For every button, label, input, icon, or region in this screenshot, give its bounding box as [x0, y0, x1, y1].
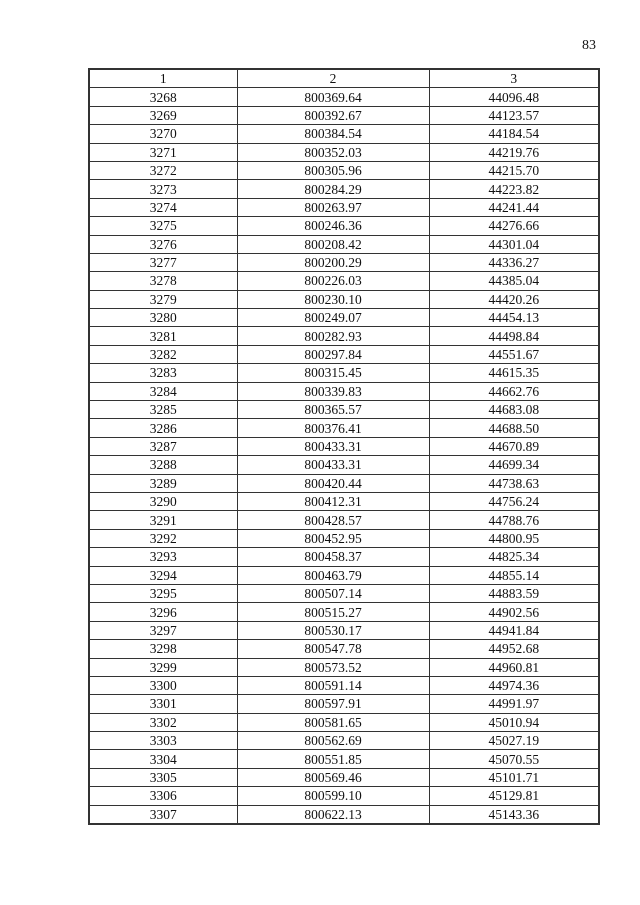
x-coordinate-cell: 800369.64: [237, 88, 429, 106]
y-coordinate-cell: 44184.54: [429, 125, 599, 143]
point-number-cell: 3294: [89, 566, 237, 584]
table-row: [89, 217, 599, 235]
table-row: [89, 621, 599, 639]
point-number-cell: 3278: [89, 272, 237, 290]
table-row: [89, 474, 599, 492]
y-coordinate-cell: 45101.71: [429, 768, 599, 786]
point-number-cell: 3289: [89, 474, 237, 492]
table-row: [89, 382, 599, 400]
point-number-cell: 3306: [89, 787, 237, 805]
point-number-cell: 3291: [89, 511, 237, 529]
point-number-cell: 3281: [89, 327, 237, 345]
y-coordinate-cell: 45143.36: [429, 805, 599, 824]
point-number-cell: 3299: [89, 658, 237, 676]
y-coordinate-cell: 44336.27: [429, 253, 599, 271]
table-row: [89, 401, 599, 419]
x-coordinate-cell: 800530.17: [237, 621, 429, 639]
point-number-cell: 3268: [89, 88, 237, 106]
table-row: [89, 345, 599, 363]
y-coordinate-cell: 44738.63: [429, 474, 599, 492]
table-body: [89, 88, 599, 824]
table-row: [89, 290, 599, 308]
x-coordinate-cell: 800452.95: [237, 529, 429, 547]
table-row: [89, 584, 599, 602]
x-coordinate-cell: 800384.54: [237, 125, 429, 143]
table-row: [89, 768, 599, 786]
page-number: 83: [582, 38, 596, 53]
x-coordinate-cell: 800428.57: [237, 511, 429, 529]
x-coordinate-cell: 800297.84: [237, 345, 429, 363]
x-coordinate-cell: 800339.83: [237, 382, 429, 400]
point-number-cell: 3295: [89, 584, 237, 602]
y-coordinate-cell: 45129.81: [429, 787, 599, 805]
x-coordinate-cell: 800569.46: [237, 768, 429, 786]
point-number-cell: 3296: [89, 603, 237, 621]
table-row: [89, 603, 599, 621]
y-coordinate-cell: 45070.55: [429, 750, 599, 768]
table-row: [89, 235, 599, 253]
column-header-2: 2: [237, 69, 429, 88]
table-row: [89, 492, 599, 510]
point-number-cell: 3303: [89, 732, 237, 750]
y-coordinate-cell: 45027.19: [429, 732, 599, 750]
table-row: [89, 125, 599, 143]
x-coordinate-cell: 800263.97: [237, 198, 429, 216]
y-coordinate-cell: 44454.13: [429, 309, 599, 327]
point-number-cell: 3272: [89, 161, 237, 179]
table-row: [89, 787, 599, 805]
y-coordinate-cell: 44699.34: [429, 456, 599, 474]
point-number-cell: 3271: [89, 143, 237, 161]
table-row: [89, 180, 599, 198]
y-coordinate-cell: 44301.04: [429, 235, 599, 253]
y-coordinate-cell: 44960.81: [429, 658, 599, 676]
x-coordinate-cell: 800208.42: [237, 235, 429, 253]
point-number-cell: 3282: [89, 345, 237, 363]
y-coordinate-cell: 44498.84: [429, 327, 599, 345]
point-number-cell: 3305: [89, 768, 237, 786]
x-coordinate-cell: 800551.85: [237, 750, 429, 768]
y-coordinate-cell: 44941.84: [429, 621, 599, 639]
x-coordinate-cell: 800282.93: [237, 327, 429, 345]
y-coordinate-cell: 45010.94: [429, 713, 599, 731]
y-coordinate-cell: 44683.08: [429, 401, 599, 419]
x-coordinate-cell: 800581.65: [237, 713, 429, 731]
table-row: [89, 805, 599, 824]
point-number-cell: 3301: [89, 695, 237, 713]
table-row: [89, 713, 599, 731]
y-coordinate-cell: 44385.04: [429, 272, 599, 290]
y-coordinate-cell: 44902.56: [429, 603, 599, 621]
table-row: [89, 198, 599, 216]
y-coordinate-cell: 44215.70: [429, 161, 599, 179]
x-coordinate-cell: 800562.69: [237, 732, 429, 750]
point-number-cell: 3275: [89, 217, 237, 235]
point-number-cell: 3283: [89, 364, 237, 382]
table-row: [89, 88, 599, 106]
table-row: [89, 161, 599, 179]
y-coordinate-cell: 44223.82: [429, 180, 599, 198]
point-number-cell: 3292: [89, 529, 237, 547]
x-coordinate-cell: 800365.57: [237, 401, 429, 419]
x-coordinate-cell: 800433.31: [237, 437, 429, 455]
y-coordinate-cell: 44241.44: [429, 198, 599, 216]
column-header-3: 3: [429, 69, 599, 88]
x-coordinate-cell: 800200.29: [237, 253, 429, 271]
table-row: [89, 272, 599, 290]
y-coordinate-cell: 44123.57: [429, 106, 599, 124]
table-row: [89, 566, 599, 584]
table-row: [89, 456, 599, 474]
y-coordinate-cell: 44688.50: [429, 419, 599, 437]
y-coordinate-cell: 44991.97: [429, 695, 599, 713]
table-row: [89, 106, 599, 124]
column-header-1: 1: [89, 69, 237, 88]
y-coordinate-cell: 44662.76: [429, 382, 599, 400]
point-number-cell: 3280: [89, 309, 237, 327]
x-coordinate-cell: 800249.07: [237, 309, 429, 327]
point-number-cell: 3298: [89, 640, 237, 658]
point-number-cell: 3304: [89, 750, 237, 768]
x-coordinate-cell: 800315.45: [237, 364, 429, 382]
x-coordinate-cell: 800352.03: [237, 143, 429, 161]
point-number-cell: 3276: [89, 235, 237, 253]
x-coordinate-cell: 800420.44: [237, 474, 429, 492]
x-coordinate-cell: 800591.14: [237, 676, 429, 694]
x-coordinate-cell: 800622.13: [237, 805, 429, 824]
y-coordinate-cell: 44825.34: [429, 548, 599, 566]
y-coordinate-cell: 44276.66: [429, 217, 599, 235]
y-coordinate-cell: 44615.35: [429, 364, 599, 382]
table-row: [89, 253, 599, 271]
x-coordinate-cell: 800412.31: [237, 492, 429, 510]
x-coordinate-cell: 800463.79: [237, 566, 429, 584]
point-number-cell: 3284: [89, 382, 237, 400]
point-number-cell: 3269: [89, 106, 237, 124]
coordinate-table: [88, 68, 600, 825]
point-number-cell: 3287: [89, 437, 237, 455]
x-coordinate-cell: 800305.96: [237, 161, 429, 179]
x-coordinate-cell: 800376.41: [237, 419, 429, 437]
table-row: [89, 640, 599, 658]
x-coordinate-cell: 800599.10: [237, 787, 429, 805]
point-number-cell: 3279: [89, 290, 237, 308]
point-number-cell: 3302: [89, 713, 237, 731]
point-number-cell: 3300: [89, 676, 237, 694]
point-number-cell: 3307: [89, 805, 237, 824]
y-coordinate-cell: 44800.95: [429, 529, 599, 547]
table-row: [89, 750, 599, 768]
x-coordinate-cell: 800246.36: [237, 217, 429, 235]
table-row: [89, 676, 599, 694]
x-coordinate-cell: 800507.14: [237, 584, 429, 602]
table-row: [89, 309, 599, 327]
table-header-row: [89, 69, 599, 88]
table-row: [89, 548, 599, 566]
table-row: [89, 419, 599, 437]
point-number-cell: 3274: [89, 198, 237, 216]
y-coordinate-cell: 44219.76: [429, 143, 599, 161]
point-number-cell: 3270: [89, 125, 237, 143]
x-coordinate-cell: 800226.03: [237, 272, 429, 290]
x-coordinate-cell: 800573.52: [237, 658, 429, 676]
table-row: [89, 529, 599, 547]
point-number-cell: 3297: [89, 621, 237, 639]
x-coordinate-cell: 800433.31: [237, 456, 429, 474]
y-coordinate-cell: 44756.24: [429, 492, 599, 510]
table-row: [89, 437, 599, 455]
point-number-cell: 3288: [89, 456, 237, 474]
y-coordinate-cell: 44974.36: [429, 676, 599, 694]
y-coordinate-cell: 44420.26: [429, 290, 599, 308]
point-number-cell: 3293: [89, 548, 237, 566]
y-coordinate-cell: 44883.59: [429, 584, 599, 602]
table-row: [89, 695, 599, 713]
x-coordinate-cell: 800284.29: [237, 180, 429, 198]
y-coordinate-cell: 44788.76: [429, 511, 599, 529]
table-row: [89, 143, 599, 161]
table-row: [89, 327, 599, 345]
point-number-cell: 3285: [89, 401, 237, 419]
x-coordinate-cell: 800392.67: [237, 106, 429, 124]
point-number-cell: 3277: [89, 253, 237, 271]
x-coordinate-cell: 800458.37: [237, 548, 429, 566]
point-number-cell: 3286: [89, 419, 237, 437]
point-number-cell: 3273: [89, 180, 237, 198]
y-coordinate-cell: 44855.14: [429, 566, 599, 584]
table-row: [89, 732, 599, 750]
y-coordinate-cell: 44096.48: [429, 88, 599, 106]
x-coordinate-cell: 800515.27: [237, 603, 429, 621]
y-coordinate-cell: 44551.67: [429, 345, 599, 363]
x-coordinate-cell: 800547.78: [237, 640, 429, 658]
table-row: [89, 658, 599, 676]
table-row: [89, 511, 599, 529]
x-coordinate-cell: 800230.10: [237, 290, 429, 308]
y-coordinate-cell: 44952.68: [429, 640, 599, 658]
y-coordinate-cell: 44670.89: [429, 437, 599, 455]
point-number-cell: 3290: [89, 492, 237, 510]
x-coordinate-cell: 800597.91: [237, 695, 429, 713]
table-row: [89, 364, 599, 382]
